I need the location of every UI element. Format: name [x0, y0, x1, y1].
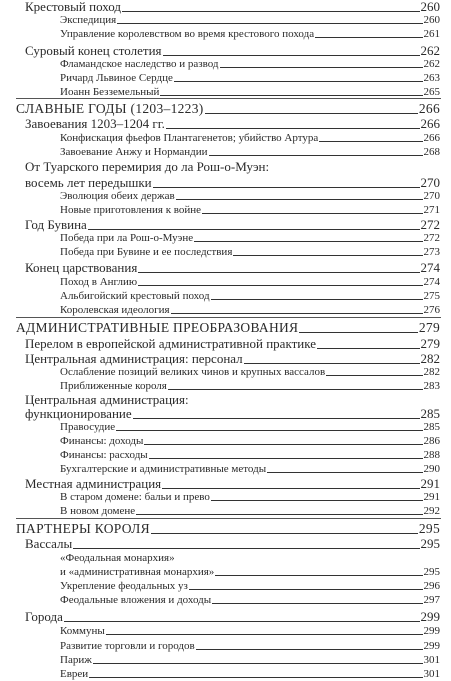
- toc-entry-title: Местная администрация: [25, 477, 162, 491]
- leader-line: [149, 458, 423, 459]
- toc-page-number: 295: [423, 566, 440, 578]
- leader-line: [326, 375, 422, 376]
- toc-page-number: 261: [423, 28, 440, 40]
- toc-entry-row: [60, 58, 440, 71]
- toc-entry-title: Новые приготовления к войне: [60, 204, 202, 216]
- toc-page-number: 268: [423, 146, 440, 158]
- toc-entry-title: Завоевание Анжу и Нормандии: [60, 146, 208, 158]
- toc-entry-title: Ричард Львиное Сердце: [60, 72, 173, 84]
- leader-line: [160, 95, 422, 96]
- toc-entry-title: Развитие торговли и городов: [60, 640, 195, 652]
- toc-entry-title: Альбигойский крестовый поход: [60, 290, 210, 302]
- toc-page-number: 285: [420, 406, 440, 421]
- toc-entry-row: [60, 72, 440, 85]
- toc-entry-row: [60, 463, 440, 476]
- toc-entry-title: От Туарского перемирия до ла Рош-о-Муэн:: [25, 159, 270, 174]
- leader-line: [205, 113, 418, 114]
- toc-entry-title: Приближенные короля: [60, 380, 167, 392]
- toc-entry-title: Центральная администрация:: [25, 392, 189, 407]
- toc-page-number: 266: [420, 116, 440, 131]
- leader-line: [196, 649, 423, 650]
- toc-entry-title: «Феодальная монархия»: [60, 552, 175, 564]
- toc-entry-row: [60, 190, 440, 203]
- leader-line: [133, 418, 420, 419]
- toc-entry-row: [60, 640, 440, 653]
- leader-line: [202, 213, 422, 214]
- toc-page-number: 295: [418, 521, 440, 536]
- toc-entry-row: [25, 407, 440, 422]
- toc-entry-title: Коммуны: [60, 625, 105, 637]
- leader-line: [106, 634, 423, 635]
- toc-page-number: 290: [423, 463, 440, 475]
- leader-line: [153, 187, 420, 188]
- leader-line: [116, 430, 422, 431]
- toc-entry-row: [60, 594, 440, 607]
- leader-line: [162, 488, 419, 489]
- toc-page-number: 292: [423, 505, 440, 517]
- leader-line: [211, 500, 423, 501]
- section-divider: [16, 317, 441, 318]
- toc-entry-title: Эволюция обеих держав: [60, 190, 175, 202]
- toc-entry-row: [25, 537, 440, 552]
- toc-entry-title: Королевская идеология: [60, 304, 170, 316]
- leader-line: [315, 37, 422, 38]
- toc-entry-title: Финансы: расходы: [60, 449, 148, 461]
- toc-entry-row: [60, 132, 440, 145]
- toc-entry-row: [25, 352, 440, 367]
- toc-entry-title: АДМИНИСТРАТИВНЫЕ ПРЕОБРАЗОВАНИЯ: [16, 320, 299, 335]
- toc-page-number: 279: [420, 336, 440, 351]
- toc-page-number: 270: [423, 190, 440, 202]
- leader-line: [189, 589, 423, 590]
- toc-entry-title: ПАРТНЕРЫ КОРОЛЯ: [16, 521, 150, 536]
- toc-page-number: 274: [420, 260, 440, 275]
- leader-line: [174, 81, 423, 82]
- toc-page-number: 301: [423, 654, 440, 666]
- toc-entry-row: [60, 28, 440, 41]
- toc-page-number: 274: [423, 276, 440, 288]
- toc-entry-row: [60, 580, 440, 593]
- toc-entry-row: [25, 610, 440, 625]
- toc-entry-title: Центральная администрация: персонал: [25, 352, 243, 366]
- toc-page-number: 291: [423, 491, 440, 503]
- toc-entry-row: [60, 204, 440, 217]
- toc-page-number: 273: [423, 246, 440, 258]
- leader-line: [171, 313, 423, 314]
- toc-entry-row: [60, 654, 440, 667]
- toc-entry-row: [60, 304, 440, 317]
- toc-entry-title: Конец царствования: [25, 261, 138, 275]
- toc-entry-row: [60, 276, 440, 289]
- toc-entry-title: Крестовый поход: [25, 0, 122, 14]
- toc-entry-row: [25, 176, 440, 191]
- toc-entry-title: Конфискация фьефов Плантагенетов; убийство Артура: [60, 132, 319, 144]
- toc-page-number: 263: [423, 72, 440, 84]
- leader-line: [244, 363, 420, 364]
- leader-line: [93, 663, 423, 664]
- toc-entry-row: [60, 232, 440, 245]
- toc-page-number: 260: [420, 0, 440, 14]
- toc-entry-title: Бухгалтерские и административные методы: [60, 463, 267, 475]
- toc-page-number: 285: [423, 421, 440, 433]
- toc-page-number: 260: [423, 14, 440, 26]
- toc-entry-title: и «административная монархия»: [60, 566, 215, 578]
- toc-entry-title: Перелом в европейской административной практике: [25, 337, 316, 351]
- leader-line: [233, 255, 422, 256]
- leader-line: [319, 141, 422, 142]
- toc-page-number: 262: [420, 43, 440, 58]
- leader-line: [212, 603, 422, 604]
- toc-entry-row: [25, 261, 440, 276]
- leader-line: [211, 299, 423, 300]
- toc-page-number: 299: [423, 640, 440, 652]
- toc-page-number: 288: [423, 449, 440, 461]
- toc-entry-row: [60, 146, 440, 159]
- toc-entry-title: Год Бувина: [25, 218, 87, 232]
- toc-page-number: 275: [423, 290, 440, 302]
- leader-line: [151, 533, 418, 534]
- toc-page-number: 291: [420, 476, 440, 491]
- toc-entry-row: [60, 366, 440, 379]
- toc-page-number: 270: [420, 175, 440, 190]
- leader-line: [163, 55, 420, 56]
- toc-page-number: 301: [423, 668, 440, 680]
- leader-line: [144, 444, 422, 445]
- toc-entry-title: Управление королевством во время крестового похода: [60, 28, 315, 40]
- section-divider: [16, 98, 441, 99]
- toc-page-number: 272: [423, 232, 440, 244]
- toc-page-number: 299: [420, 609, 440, 624]
- leader-line: [176, 199, 423, 200]
- leader-line: [136, 514, 422, 515]
- leader-line: [64, 621, 420, 622]
- toc-entry-row: [60, 380, 440, 393]
- toc-entry-title: Иоанн Безземельный: [60, 86, 160, 98]
- leader-line: [88, 229, 420, 230]
- toc-entry-row: [60, 290, 440, 303]
- leader-line: [267, 472, 422, 473]
- leader-line: [317, 348, 420, 349]
- toc-section-row: [16, 101, 440, 117]
- toc-page-number: 276: [423, 304, 440, 316]
- leader-line: [117, 23, 422, 24]
- toc-page-number: 282: [420, 351, 440, 366]
- toc-page-number: 296: [423, 580, 440, 592]
- leader-line: [209, 155, 423, 156]
- toc-entry-title: СЛАВНЫЕ ГОДЫ (1203–1223): [16, 101, 204, 116]
- toc-entry-title: Правосудие: [60, 421, 116, 433]
- toc-entry-row: [60, 86, 440, 99]
- toc-entry-title: Париж: [60, 654, 92, 666]
- leader-line: [220, 67, 423, 68]
- toc-entry-title: Победа при ла Рош-о-Муэне: [60, 232, 194, 244]
- toc-entry-title: В старом домене: бальи и прево: [60, 491, 210, 503]
- toc-entry-row: [25, 337, 440, 352]
- section-divider: [16, 518, 441, 519]
- toc-section-row: [16, 320, 440, 336]
- toc-page-number: 299: [423, 625, 440, 637]
- toc-page-number: 282: [423, 366, 440, 378]
- toc-entry-title: В новом домене: [60, 505, 136, 517]
- toc-entry-title: функционирование: [25, 407, 132, 421]
- toc-entry-row: [60, 625, 440, 638]
- toc-page-number: 272: [420, 217, 440, 232]
- leader-line: [89, 677, 422, 678]
- toc-entry-row: [25, 0, 440, 15]
- leader-line: [166, 128, 420, 129]
- toc-entry-row: [25, 477, 440, 492]
- toc-page-number: 266: [418, 101, 440, 116]
- leader-line: [299, 332, 417, 333]
- toc-entry-title: Экспедиция: [60, 14, 117, 26]
- toc-page-number: 279: [418, 320, 440, 335]
- leader-line: [73, 548, 419, 549]
- toc-entry-row: [60, 14, 440, 27]
- toc-page-number: 265: [423, 86, 440, 98]
- toc-entry-row: [60, 491, 440, 504]
- toc-entry-title: Вассалы: [25, 537, 73, 551]
- leader-line: [138, 272, 419, 273]
- toc-page-number: 283: [423, 380, 440, 392]
- toc-entry-row: [60, 566, 440, 579]
- toc-section-row: [16, 521, 440, 537]
- leader-line: [138, 285, 422, 286]
- leader-line: [122, 11, 419, 12]
- toc-entry-row: [60, 668, 440, 681]
- toc-entry-row: [60, 421, 440, 434]
- leader-line: [168, 389, 423, 390]
- toc-page-number: 271: [423, 204, 440, 216]
- toc-entry-title: Суровый конец столетия: [25, 44, 162, 58]
- toc-entry-title: восемь лет передышки: [25, 176, 152, 190]
- toc-entry-row: [25, 218, 440, 233]
- toc-entry-row: [60, 246, 440, 259]
- toc-entry-title: Победа при Бувине и ее последствия: [60, 246, 233, 258]
- toc-entry-row: [60, 505, 440, 518]
- toc-page-number: 262: [423, 58, 440, 70]
- toc-entry-title: Города: [25, 610, 63, 624]
- toc-entry-title: Евреи: [60, 668, 89, 680]
- toc-entry-row: [60, 449, 440, 462]
- toc-page-number: 266: [423, 132, 440, 144]
- toc-entry-title: Завоевания 1203–1204 гг.: [25, 117, 165, 131]
- toc-entry-title: Феодальные вложения и доходы: [60, 594, 212, 606]
- toc-entry-title: Фламандское наследство и развод: [60, 58, 219, 70]
- toc-page-number: 297: [423, 594, 440, 606]
- leader-line: [215, 575, 422, 576]
- toc-entry-title: Ослабление позиций великих чинов и крупных вассалов: [60, 366, 326, 378]
- toc-page-number: 286: [423, 435, 440, 447]
- toc-entry-title: Финансы: доходы: [60, 435, 144, 447]
- toc-entry-title: Укрепление феодальных уз: [60, 580, 188, 592]
- toc-entry-row: [25, 117, 440, 132]
- toc-entry-row: [25, 44, 440, 59]
- leader-line: [194, 241, 422, 242]
- toc-entry-title: Поход в Англию: [60, 276, 138, 288]
- toc-page-number: 295: [420, 536, 440, 551]
- toc-entry-row: [60, 435, 440, 448]
